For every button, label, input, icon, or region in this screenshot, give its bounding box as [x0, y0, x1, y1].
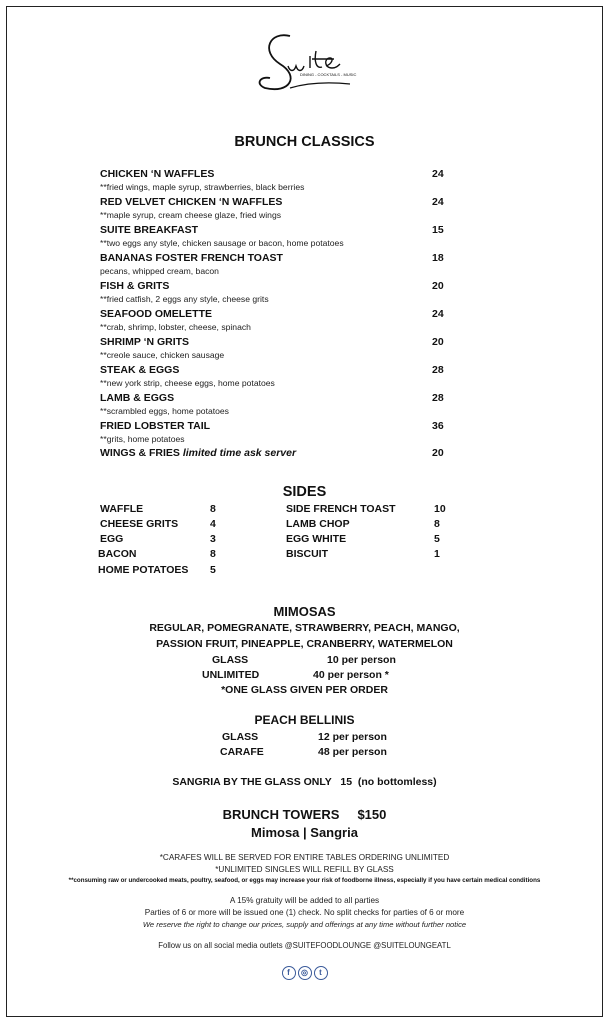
- menu-item-price: 24: [432, 168, 444, 180]
- menu-item-name: SEAFOOD OMELETTE: [100, 308, 213, 320]
- side-price: 5: [210, 564, 216, 576]
- side-name: SIDE FRENCH TOAST: [286, 503, 396, 515]
- towers-title: BRUNCH TOWERS $150: [222, 807, 387, 822]
- item-note: limited time ask server: [182, 447, 297, 459]
- side-name: LAMB CHOP: [286, 518, 350, 530]
- side-price: 1: [434, 548, 440, 560]
- bellini-carafe-label: CARAFE: [220, 746, 264, 758]
- refill-note: *UNLIMITED SINGLES WILL REFILL BY GLASS: [215, 865, 394, 874]
- bellini-carafe-price: 48 per person: [318, 746, 387, 758]
- side-name: HOME POTATOES: [98, 564, 189, 576]
- towers-sub: Mimosa | Sangria: [251, 825, 358, 840]
- menu-item-desc: pecans, whipped cream, bacon: [100, 266, 219, 276]
- menu-item-name: CHICKEN ‘N WAFFLES: [100, 168, 215, 180]
- item-name: WINGS & FRIES: [100, 447, 180, 459]
- menu-item-price: 18: [432, 252, 444, 264]
- menu-item-price: 15: [432, 224, 444, 236]
- bellini-glass-label: GLASS: [222, 731, 259, 743]
- menu-item-name: SHRIMP ‘N GRITS: [100, 336, 190, 348]
- menu-item-name: RED VELVET CHICKEN ‘N WAFFLES: [100, 196, 283, 208]
- brunch-title: BRUNCH CLASSICS: [234, 134, 375, 150]
- glass-price: 10 per person: [327, 654, 396, 666]
- carafe-note: *CARAFES WILL BE SERVED FOR ENTIRE TABLES ORDERING UNLIMITED: [159, 853, 450, 862]
- instagram-icon[interactable]: ◎: [298, 966, 312, 980]
- facebook-icon[interactable]: f: [282, 966, 296, 980]
- logo: [250, 26, 360, 96]
- menu-item-desc: **creole sauce, chicken sausage: [100, 350, 225, 360]
- menu-item-price: 20: [432, 447, 444, 459]
- side-price: 10: [434, 503, 446, 515]
- menu-item-desc: **maple syrup, cream cheese glaze, fried wings: [100, 210, 282, 220]
- social-icons: [0, 962, 609, 980]
- menu-item-desc: **grits, home potatoes: [100, 434, 185, 444]
- side-price: 3: [210, 533, 216, 545]
- reserve-note: We reserve the right to change our prices, supply and offerings at any time without further notice: [142, 920, 467, 929]
- side-name: WAFFLE: [100, 503, 144, 515]
- side-price: 4: [210, 518, 216, 530]
- menu-item-price: 28: [432, 392, 444, 404]
- gratuity-note: A 15% gratuity will be added to all parties: [229, 896, 380, 905]
- side-price: 8: [434, 518, 440, 530]
- unlimited-label: UNLIMITED: [202, 669, 260, 681]
- sides-title: SIDES: [282, 484, 327, 500]
- menu-item-price: 36: [432, 420, 444, 432]
- menu-item-name: SUITE BREAKFAST: [100, 224, 199, 236]
- side-name: BISCUIT: [286, 548, 328, 560]
- side-price: 8: [210, 503, 216, 515]
- side-name: EGG: [100, 533, 124, 545]
- menu-item-desc: **crab, shrimp, lobster, cheese, spinach: [100, 322, 251, 332]
- mimosas-title: MIMOSAS: [273, 604, 336, 619]
- glass-label: GLASS: [212, 654, 249, 666]
- side-name: BACON: [98, 548, 137, 560]
- side-name: EGG WHITE: [286, 533, 347, 545]
- twitter-icon[interactable]: t: [314, 966, 328, 980]
- social-note: Follow us on all social media outlets @SUITEFOODLOUNGE @SUITELOUNGEATL: [158, 941, 451, 950]
- side-name: CHEESE GRITS: [100, 518, 179, 530]
- side-price: 5: [434, 533, 440, 545]
- sangria-line: SANGRIA BY THE GLASS ONLY 15 (no bottomless): [172, 776, 437, 788]
- logo-tagline: DINING - COCKTAILS - MUSIC: [300, 72, 357, 77]
- bellini-glass-price: 12 per person: [318, 731, 387, 743]
- menu-item-desc: **scrambled eggs, home potatoes: [100, 406, 229, 416]
- menu-item-desc: **new york strip, cheese eggs, home potatoes: [100, 378, 275, 388]
- menu-item-desc: **two eggs any style, chicken sausage or bacon, home potatoes: [100, 238, 344, 248]
- health-warning: **consuming raw or undercooked meats, poultry, seafood, or eggs may increase your risk of foodborne illness, especially if you have certain medical conditions: [68, 877, 541, 884]
- menu-item-desc: **fried wings, maple syrup, strawberries, black berries: [100, 182, 305, 192]
- mimosa-flavors: REGULAR, POMEGRANATE, STRAWBERRY, PEACH, MANGO,: [149, 622, 460, 634]
- menu-item-name: LAMB & EGGS: [100, 392, 175, 404]
- menu-item-price: 28: [432, 364, 444, 376]
- menu-item-price: 24: [432, 308, 444, 320]
- menu-item-price: 20: [432, 336, 444, 348]
- menu-item-name: STEAK & EGGS: [100, 364, 180, 376]
- side-price: 8: [210, 548, 216, 560]
- mimosa-flavors-2: PASSION FRUIT, PINEAPPLE, CRANBERRY, WATERMELON: [156, 638, 453, 650]
- menu-item-name: FRIED LOBSTER TAIL: [100, 420, 211, 432]
- mimosa-note: *ONE GLASS GIVEN PER ORDER: [221, 684, 388, 696]
- bellinis-title: PEACH BELLINIS: [254, 713, 355, 727]
- menu-item-name: [100, 447, 296, 459]
- menu-item-price: 20: [432, 280, 444, 292]
- unlimited-price: 40 per person *: [313, 669, 389, 681]
- check-note: Parties of 6 or more will be issued one (1) check. No split checks for parties of 6 or more: [144, 908, 465, 917]
- menu-item-name: BANANAS FOSTER FRENCH TOAST: [100, 252, 283, 264]
- menu-item-name: FISH & GRITS: [100, 280, 170, 292]
- menu-item-price: 24: [432, 196, 444, 208]
- menu-item-desc: **fried catfish, 2 eggs any style, cheese grits: [100, 294, 269, 304]
